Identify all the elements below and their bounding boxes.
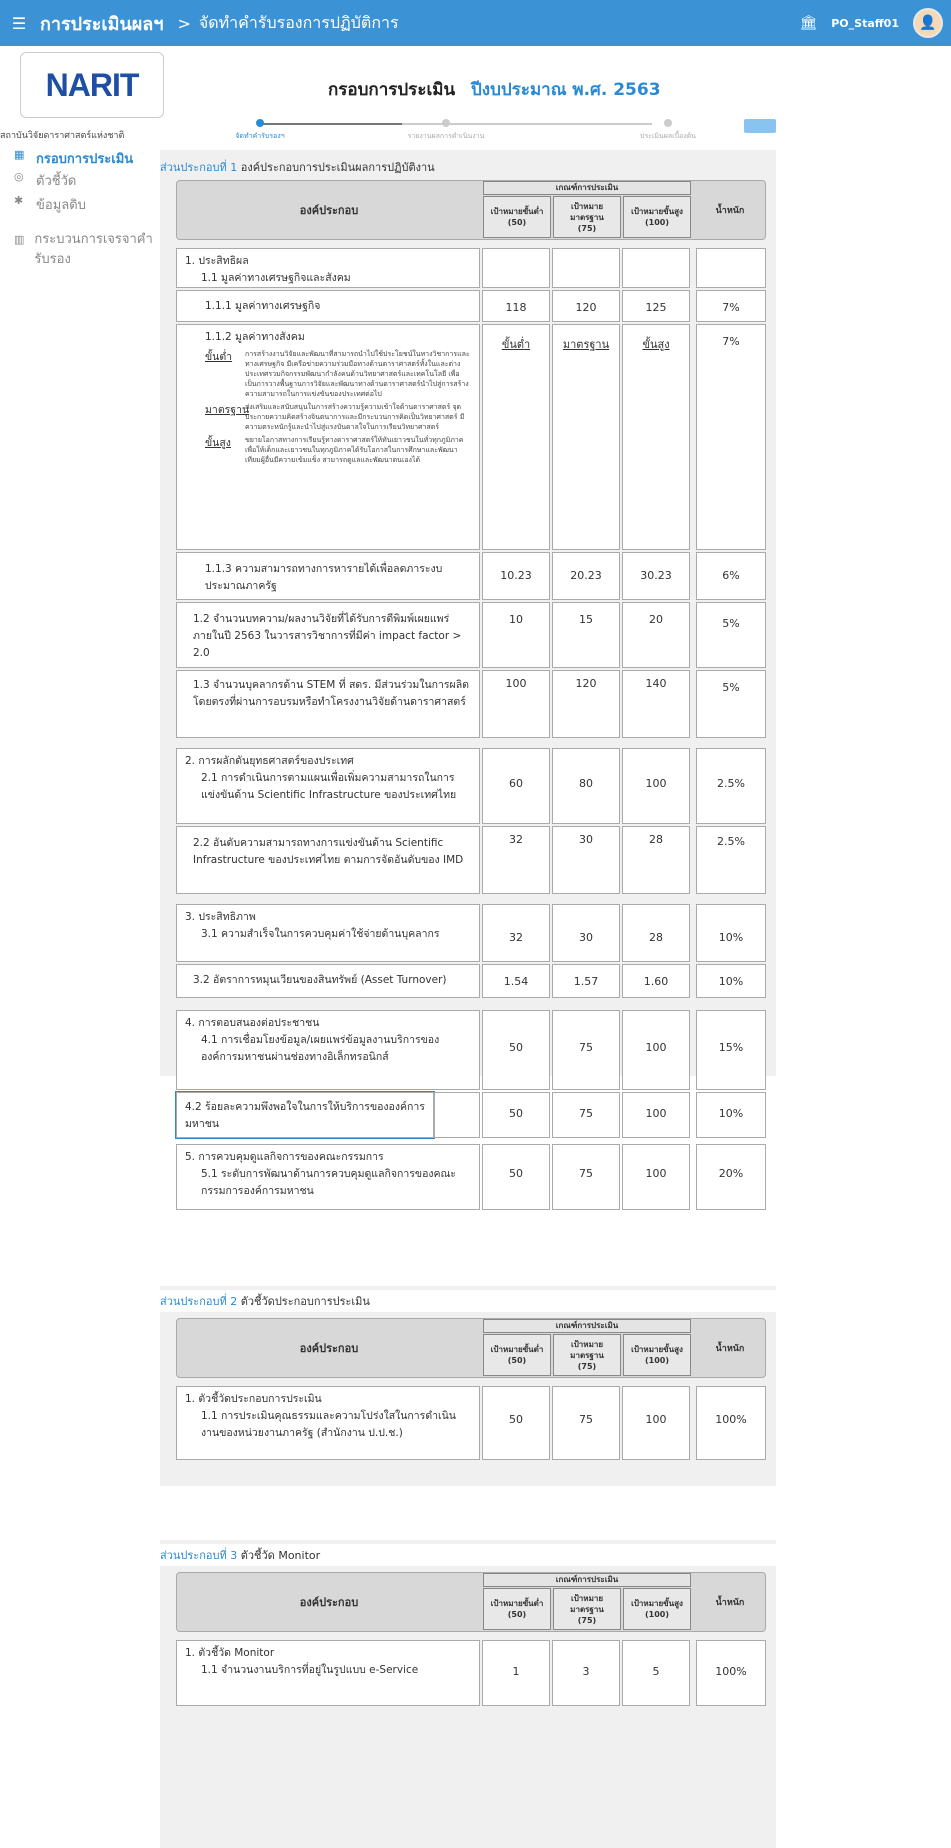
hamburger-menu-icon[interactable]: ☰ — [11, 13, 27, 33]
progress-steps — [188, 106, 788, 146]
view-toggle-buttons[interactable] — [744, 119, 776, 133]
page-title: กรอบการประเมิน ปีงบประมาณ พ.ศ. 2563 — [328, 80, 661, 100]
sidebar-item-indicators[interactable]: ◎ ตัวชี้วัด — [14, 170, 77, 189]
part2-title: ส่วนประกอบที่ 2 ตัวชี้วัดประกอบการประเมิน — [160, 1290, 776, 1312]
part1-table-header: องค์ประกอบ เกณฑ์การประเมิน เป้าหมายขั้นต่ำ (50) เป้าหมาย มาตรฐาน (75) เป้าหมายขั้นสูง (100) น้ำหนัก — [176, 180, 766, 240]
step-label-3[interactable]: ประเมินผลเบื้องต้น — [640, 132, 696, 140]
top-bar — [0, 0, 951, 46]
sidebar-item-negotiation[interactable]: ▥ กระบวนการเจรจาคำรับรอง — [14, 232, 153, 267]
bars-icon: ▥ — [14, 233, 25, 246]
part3-table-header: องค์ประกอบ เกณฑ์การประเมิน เป้าหมายขั้นต่ำ (50) เป้าหมาย มาตรฐาน (75) เป้าหมายขั้นสูง (100) น้ำหนัก — [176, 1572, 766, 1632]
step-dot-3[interactable] — [664, 119, 672, 127]
target-icon: ◎ — [14, 170, 24, 183]
focused-cell[interactable]: 4.2 ร้อยละความพึงพอใจในการให้บริการขององค์การมหาชน — [176, 1092, 434, 1138]
avatar[interactable]: 👤 — [913, 8, 943, 38]
puzzle-icon: ✱ — [14, 194, 24, 207]
org-name: สถาบันวิจัยดาราศาสตร์แห่งชาติ — [0, 131, 125, 141]
part1-title: ส่วนประกอบที่ 1 องค์ประกอบการประเมินผลการปฏิบัติงาน — [160, 161, 435, 174]
step-label-1[interactable]: จัดทำคำรับรองฯ — [235, 132, 285, 140]
part2-table-header: องค์ประกอบ เกณฑ์การประเมิน เป้าหมายขั้นต่ำ (50) เป้าหมาย มาตรฐาน (75) เป้าหมายขั้นสูง (100) น้ำหนัก — [176, 1318, 766, 1378]
step-label-2[interactable]: รายงานผลการดำเนินงาน — [407, 132, 485, 140]
step-dot-2[interactable] — [442, 119, 450, 127]
app-title[interactable]: การประเมินผลฯ — [40, 13, 164, 35]
username[interactable]: PO_Staff01 — [831, 16, 899, 30]
grid-icon: ▦ — [14, 148, 25, 161]
sidebar-item-framework[interactable]: ▦ กรอบการประเมิน — [14, 148, 134, 167]
institution-icon[interactable]: 🏛 — [799, 15, 818, 31]
part3-title: ส่วนประกอบที่ 3 ตัวชี้วัด Monitor — [160, 1544, 776, 1566]
part3-panel: ส่วนประกอบที่ 3 ตัวชี้วัด Monitor องค์ประกอบ เกณฑ์การประเมิน เป้าหมายขั้นต่ำ (50) เป้าหมาย มาตรฐาน (75) เป้าหมายขั้นสูง (100) น้ำหนัก 1. ตัวชี้วัด Monitor 1.1 จำนวนงานบริการที่อยู่ในรูปแบบ e-Service 1 3 5 100% — [160, 1540, 776, 1848]
logo[interactable]: NARIT — [20, 52, 164, 118]
breadcrumb-separator: > — [177, 13, 191, 33]
part2-panel: ส่วนประกอบที่ 2 ตัวชี้วัดประกอบการประเมิน องค์ประกอบ เกณฑ์การประเมิน เป้าหมายขั้นต่ำ (50) เป้าหมาย มาตรฐาน (75) เป้าหมายขั้นสูง (100) น้ำหนัก 1. ตัวชี้วัดประกอบการประเมิน 1.1 การประเมินคุณธรรมและความโปร่งใสในการดำเนินงานของหน่วยงานภาครัฐ (สำนักงาน ป.ป.ช.) 50 75 100 100% — [160, 1286, 776, 1486]
fiscal-year: ปีงบประมาณ พ.ศ. 2563 — [471, 80, 661, 100]
part1-panel: ส่วนประกอบที่ 1 องค์ประกอบการประเมินผลการปฏิบัติงาน องค์ประกอบ เกณฑ์การประเมิน เป้าหมายขั้นต่ำ (50) เป้าหมาย มาตรฐาน (75) เป้าหมายขั้นสูง (100) น้ำหนัก 1. ประสิทธิผล 1.1 มูลค่าทางเศรษฐกิจและสังคม 1.1.1 มูลค่าทางเศรษฐกิจ 118 120 125 7% 1.1.2 มูลค่าทางสังคม ขั้นต่ำ การสร้างงานวิจัยและพัฒนาที่สามารถนำไปใช้ประโยชน์ในทางวิชาการและทางเศรษฐกิจ มีเครือข่ายความร่วมมือทางด้านดาราศาสตร์ทั้งในและต่างประเทศรวมกิจกรรมพัฒนากำลังคนด้านวิทยาศาสตร์และเทคโนโลยี เพื่อเป็นการวางพื้นฐานการวิจัยและพัฒนาทางด้านดาราศาสตร์นำไปสู่การสร้างความสามารถในการแข่งขันของประเทศต่อไป มาตรฐาน ส่งเสริมและสนับสนุนในการสร้างความรู้ความเข้าใจด้านดาราศาสตร์ จุดประกายความคิดสร้างจินตนาการและมีกระบวนการคิดเป็นวิทยาศาสตร์ มีความตระหนักรู้และนำไปสู่แรงบันดาลใจในการเรียนวิทยาศาสตร์ ขั้นสูง ขยายโอกาสทางการเรียนรู้ทางดาราศาสตร์ให้ทันเยาวชนในทั่วทุกภูมิภาค เพื่อให้เด็กและเยาวชนในทุกภูมิภาคได้รับโอกาสในการศึกษาและพัฒนาเทียมผู้อื่นมีความเข้มแข็ง สามารถดูแลและพัฒนาตนเองได้ ขั้นต่ำ มาตรฐาน ขั้นสูง 7% 1.1.3 ความสามารถทางการหารายได้เพื่อลดภาระงบประมาณภาครัฐ 10.23 20.23 30.23 6% 1.2 จำนวนบทความ/ผลงานวิจัยที่ได้รับการตีพิมพ์เผยแพร่ภายในปี 2563 ในวารสารวิชาการที่มีค่า impact factor > 2.0 10 15 20 5% 1.3 จำนวนบุคลากรด้าน STEM ที่ สดร. มีส่วนร่วมในการผลิตโดยตรงที่ผ่านการอบรมหรือทำโครงงานวิจัยด้านดาราศาสตร์ 100 120 140 5% 2. การผลักดันยุทธศาสตร์ของประเทศ 2.1 การดำเนินการตามแผนเพื่อเพิ่มความสามารถในการแข่งขันด้าน Scientific Infrastructure ของประเทศไทย 60 80 100 2.5% 2.2 อันดับความสามารถทางการแข่งขันด้าน Scientific Infrastructure ของประเทศไทย ตามการจัดอันดับของ IMD 32 30 28 2.5% 3. ประสิทธิภาพ 3.1 ความสำเร็จในการควบคุมค่าใช้จ่ายด้านบุคลากร 32 30 28 10% 3.2 อัตราการหมุนเวียนของสินทรัพย์ (Asset Turnover) 1.54 1.57 1.60 10% — [160, 150, 776, 1076]
breadcrumb[interactable]: จัดทำคำรับรองการปฏิบัติการ — [198, 12, 399, 32]
step-dot-1[interactable] — [256, 119, 264, 127]
sidebar-item-raw-data[interactable]: ✱ ข้อมูลดิบ — [14, 194, 86, 213]
